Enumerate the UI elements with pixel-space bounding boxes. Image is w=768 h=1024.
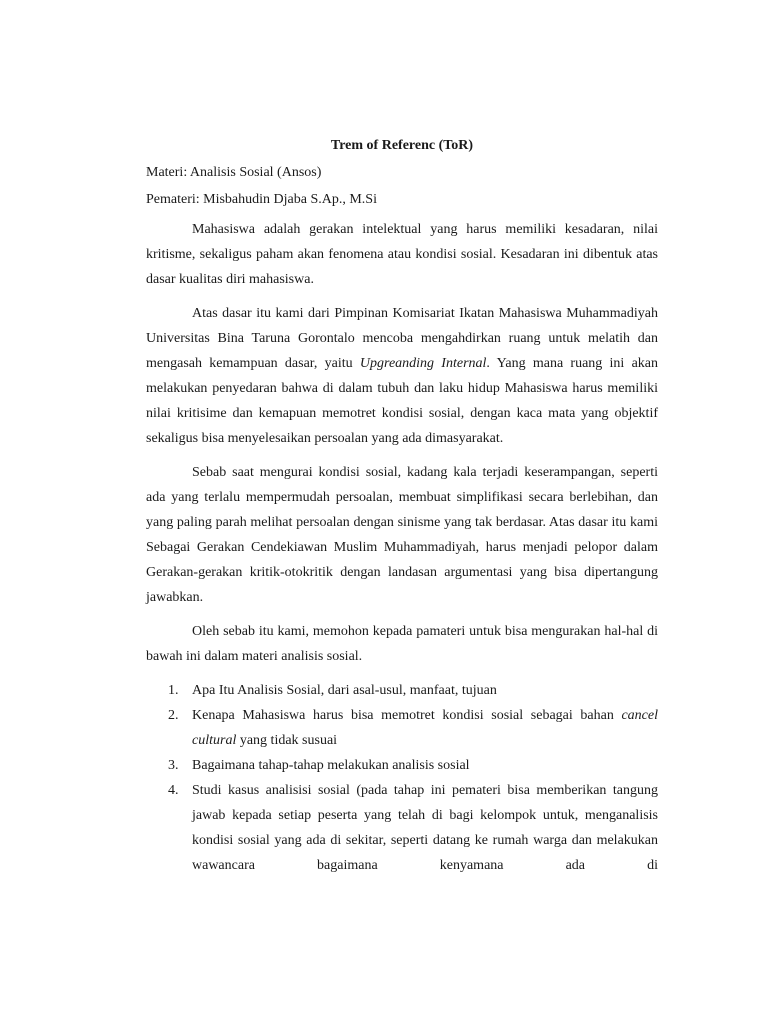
list-item bbox=[146, 778, 658, 878]
list-item-text: Apa Itu Analisis Sosial, dari asal-usul, manfaat, tujuan bbox=[192, 683, 497, 698]
list-number: 1. bbox=[168, 683, 179, 698]
paragraph-2 bbox=[146, 301, 658, 451]
paragraph-4: Oleh sebab itu kami, memohon kepada pamateri untuk bisa mengurakan hal-hal di bawah ini dalam materi analisis sosial. bbox=[146, 624, 658, 664]
list-item bbox=[146, 753, 658, 778]
paragraph-2-text-a: Atas dasar itu kami dari Pimpinan Komisariat Ikatan Mahasiswa Muhammadiyah Universitas Bina Taruna Gorontalo mencoba mengahdirkan ruang untuk melatih dan mengasah kemampuan dasar, yaitu bbox=[146, 306, 658, 371]
paragraph-3: Sebab saat mengurai kondisi sosial, kadang kala terjadi keserampangan, seperti ada yang terlalu mempermudah persoalan, membuat simplifikasi secara berlebihan, dan yang paling parah melihat persoalan dengan sinisme yang tak berdasar. Atas dasar itu kami Sebagai Gerakan Cendekiawan Muslim Muhammadiyah, harus menjadi pelopor dalam Gerakan-gerakan kritik-otokritik dengan landasan argumentasi yang bisa dipertangung jawabkan. bbox=[146, 465, 658, 605]
list-item-text: Bagaimana tahap-tahap melakukan analisis sosial bbox=[192, 758, 470, 773]
list-item-text-b: yang tidak susuai bbox=[236, 733, 338, 748]
list-number: 2. bbox=[168, 708, 179, 723]
list-number: 3. bbox=[168, 758, 179, 773]
document-title: Trem of Referenc (ToR) bbox=[330, 138, 474, 153]
paragraph-2-text-b: . Yang mana ruang ini akan melakukan penyedaran bahwa di dalam tubuh dan laku hidup Mahasiswa harus memiliki nilai kritisime dan kemapuan memotret kondisi sosial, dengan kaca mata yang objektif sekaligus bisa menyelesaikan persoalan yang ada dimasyarakat. bbox=[146, 356, 659, 446]
numbered-list bbox=[146, 678, 658, 878]
list-item-emphasis: cancel cultural bbox=[192, 708, 658, 748]
list-item bbox=[146, 678, 658, 703]
list-item-text-a: Kenapa Mahasiswa harus bisa memotret kondisi sosial sebagai bahan bbox=[192, 708, 622, 723]
list-item-text: Studi kasus analisisi sosial (pada tahap ini pemateri bisa memberikan tangung jawab kepada setiap peserta yang telah di bagi kelompok untuk, menganalisis kondisi sosial yang ada di sekitar, seperti datang ke rumah warga dan melakukan wawancara bagaimana kenyamana ada di bbox=[192, 783, 658, 873]
materi-line: Materi: Analisis Sosial (Ansos) bbox=[146, 165, 322, 180]
list-item bbox=[146, 703, 658, 753]
list-number: 4. bbox=[168, 783, 179, 798]
document-page bbox=[146, 136, 658, 878]
pemateri-line: Pemateri: Misbahudin Djaba S.Ap., M.Si bbox=[146, 192, 377, 207]
paragraph-2-emphasis: Upgreanding Internal bbox=[359, 356, 487, 371]
paragraph-1: Mahasiswa adalah gerakan intelektual yang harus memiliki kesadaran, nilai kritisme, sekaligus paham akan fenomena atau kondisi sosial. Kesadaran ini dibentuk atas dasar kualitas diri mahasiswa. bbox=[146, 222, 658, 287]
